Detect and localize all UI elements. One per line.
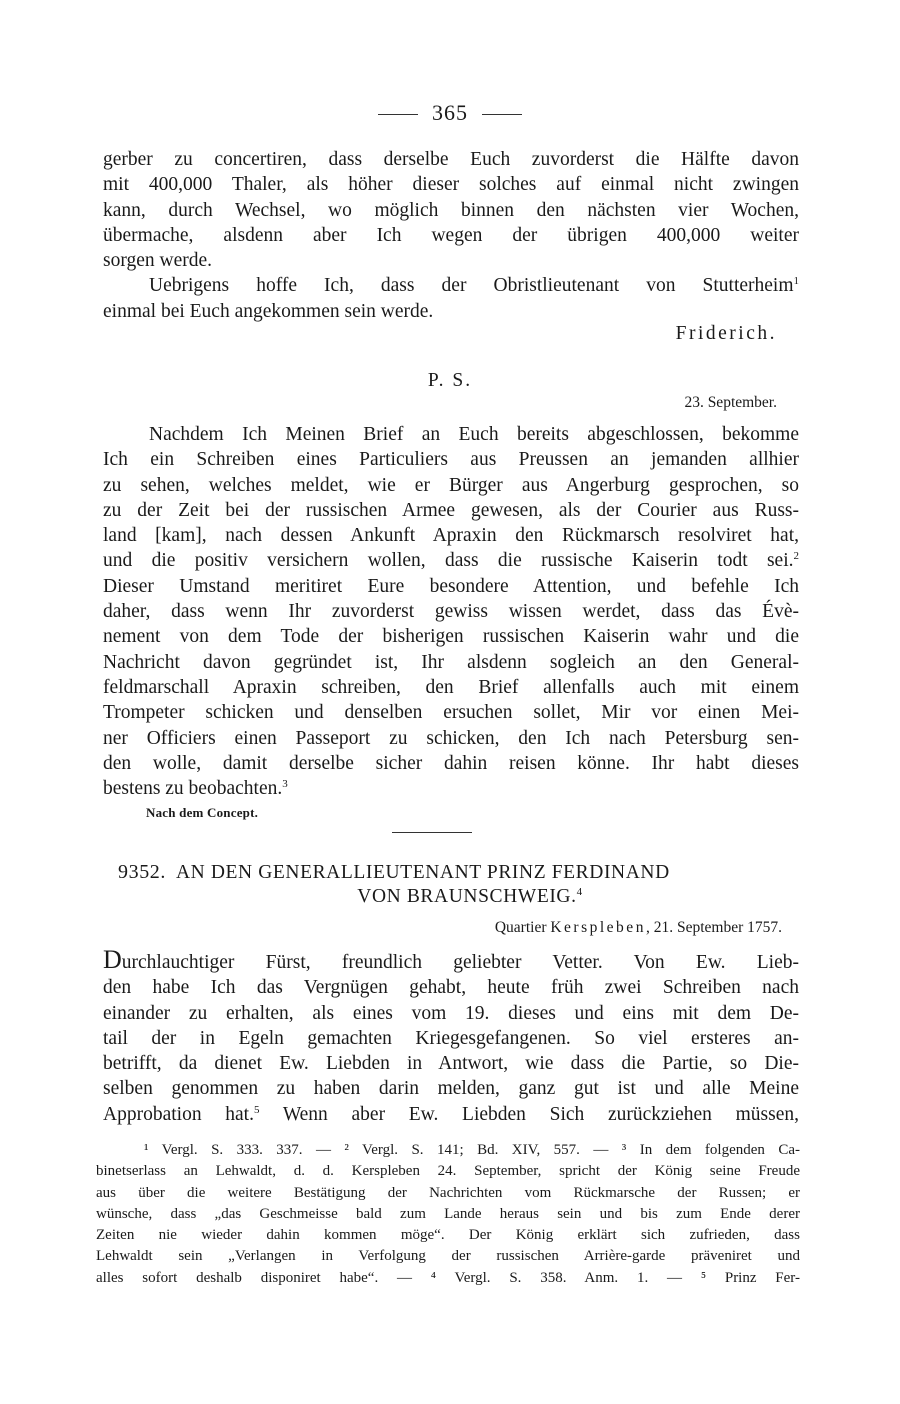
footnote-line: wünsche, dass „das Geschmeisse bald zum Lande heraus sein und bis zum Ende derer	[96, 1205, 800, 1222]
footnote-line: aus über die weitere Bestätigung der Nachrichten vom Rückmarsche der Russen; er	[96, 1184, 800, 1201]
text-line: sorgen werde.	[103, 250, 213, 272]
text-line	[103, 776, 799, 801]
text-line: nement von dem Tode der bisherigen russischen Kaiserin wahr und die	[103, 626, 799, 648]
source-note: Nach dem Concept.	[146, 805, 259, 820]
footnote-line: Lehwaldt sein „Verlangen in Verfolgung der russischen Arrière-garde präveniret und	[96, 1248, 800, 1265]
page-number: 365	[432, 100, 468, 125]
postscript-date: 23. September.	[684, 394, 777, 411]
letter-number: 9352.	[118, 861, 166, 883]
text-line: ner Officiers einen Passeport zu schicken, den Ich nach Petersburg sen-	[103, 727, 799, 749]
postscript-text	[103, 422, 799, 801]
text-line: mit 400,000 Thaler, als höher dieser solches auf einmal nicht zwingen	[103, 174, 799, 196]
text-line: den wolle, damit derselbe sicher dahin reisen könne. Ihr habt dieses	[103, 752, 799, 774]
place-label: Quartier	[494, 919, 547, 936]
text-line: einander zu erhalten, als eines vom 19. dieses und eins mit dem De-	[103, 1002, 799, 1024]
text-line-content: Wenn aber Ew. Liebden Sich zurückziehen müssen,	[282, 1103, 799, 1125]
header-dash-right	[482, 114, 522, 115]
letter-place-date	[495, 919, 782, 937]
letter-date: , 21. September 1757.	[645, 919, 782, 936]
letter-body-text	[103, 947, 799, 1127]
footnote-marker: 5	[253, 1103, 260, 1116]
text-line: feldmarschall Apraxin schreiben, den Brief allenfalls auch mit einem	[103, 676, 799, 698]
text-line: gerber zu concertiren, dass derselbe Euch zuvorderst die Hälfte davon	[103, 149, 799, 170]
text-line: Dieser Umstand meritiret Eure besondere Attention, und befehle Ich	[103, 575, 799, 597]
text-line: Nachricht davon gegründet ist, Ihr alsdenn sogleich an den General-	[103, 651, 799, 673]
text-line-content: bestens zu beobachten.	[103, 778, 283, 800]
footnote-line: alles sofort deshalb disponiret habe“. — ⁴ Vergl. S. 358. Anm. 1. — ⁵ Prinz Fer-	[96, 1269, 800, 1286]
text-line	[103, 548, 799, 573]
text-line: daher, dass wenn Ihr zuvorderst gewiss wissen werdet, dass das Évè-	[103, 601, 799, 623]
page-header	[0, 100, 900, 126]
place-name: Kerspleben	[550, 919, 646, 936]
initial-letter: D	[103, 945, 122, 974]
footnote-marker: 3	[282, 778, 288, 791]
text-line: kann, durch Wechsel, wo möglich binnen den nächsten vier Wochen,	[103, 199, 799, 221]
letter-heading-line2: VON BRAUNSCHWEIG.	[357, 886, 577, 907]
text-line-content: Approbation hat.	[103, 1103, 254, 1125]
text-line	[103, 1102, 799, 1127]
footnote-marker: 2	[793, 550, 799, 563]
footnotes	[96, 1140, 800, 1289]
footnote-line: Zeiten nie wieder dahin kommen möge“. Der König erklärt sich zufrieden, dass	[96, 1227, 800, 1244]
text-line: Ich ein Schreiben eines Particuliers aus Preussen an jemanden allhier	[103, 449, 799, 471]
footnote-marker: 4	[576, 886, 583, 898]
text-line: zu der Zeit bei der russischen Armee gewesen, als der Courier aus Russ-	[103, 499, 799, 521]
letter-heading	[118, 860, 782, 909]
header-dash-left	[378, 114, 418, 115]
text-line: land [kam], nach dessen Ankunft Apraxin den Rückmarsch resolviret hat,	[103, 525, 799, 547]
text-line: tail der in Egeln gemachten Kriegesgefangenen. So viel ersteres an-	[103, 1027, 799, 1049]
text-line: zu sehen, welches meldet, wie er Bürger aus Angerburg gesprochen, so	[103, 474, 799, 496]
text-line: den habe Ich das Vergnügen gehabt, heute früh zwei Schreiben nach	[103, 977, 799, 999]
text-line: einmal bei Euch angekommen sein werde.	[103, 300, 434, 322]
text-line: Trompeter schicken und denselben ersuchen sollet, Mir vor einen Mei-	[103, 702, 799, 724]
text-line: übermache, alsdenn aber Ich wegen der übrigen 400,000 weiter	[103, 224, 799, 246]
footnote-marker: 1	[793, 275, 799, 288]
footnote-line: binetserlass an Lehwaldt, d. d. Kerspleben 24. September, spricht der König seine Freude	[96, 1163, 800, 1180]
text-line-content: und die positiv versichern wollen, dass die russische Kaiserin todt sei.	[103, 550, 794, 572]
section-divider	[392, 832, 472, 833]
text-line	[103, 947, 799, 975]
text-line-content: urchlauchtiger Fürst, freundlich geliebter Vetter. Von Ew. Lieb-	[121, 952, 799, 973]
letter-heading-line2-wrap	[118, 885, 782, 909]
postscript-title: P. S.	[427, 370, 473, 391]
letter-continuation-text	[103, 147, 799, 324]
text-line: selben genommen zu haben darin melden, ganz gut ist und alle Meine	[103, 1078, 799, 1100]
text-line: Nachdem Ich Meinen Brief an Euch bereits abgeschlossen, bekomme	[149, 424, 799, 445]
text-line	[103, 273, 799, 298]
footnote-line: ¹ Vergl. S. 333. 337. — ² Vergl. S. 141; Bd. XIV, 557. — ³ In dem folgenden Ca-	[144, 1142, 800, 1158]
letter-heading-line1: AN DEN GENERALLIEUTENANT PRINZ FERDINAND	[176, 862, 670, 883]
text-line: betrifft, da dienet Ew. Liebden in Antwort, wie dass die Partie, so Die-	[103, 1053, 799, 1075]
signature: Friderich.	[675, 323, 777, 344]
text-line-content: Uebrigens hoffe Ich, dass der Obristlieutenant von Stutterheim	[149, 275, 794, 297]
